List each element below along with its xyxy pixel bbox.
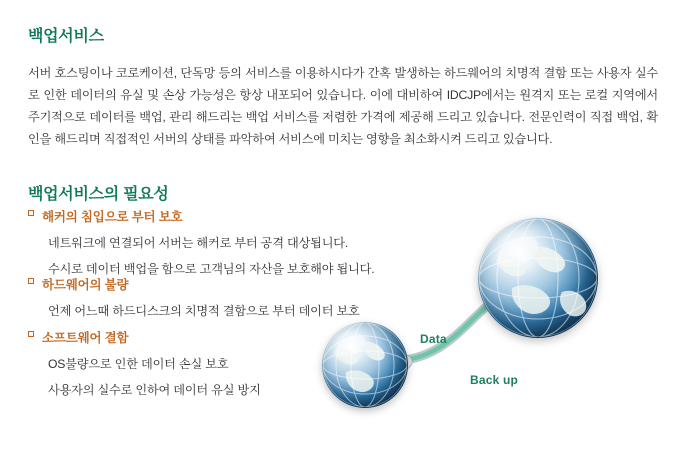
bullet-item bbox=[28, 328, 261, 398]
label-backup: Back up bbox=[470, 373, 519, 387]
bullet-title-text: 하드웨어의 불량 bbox=[42, 278, 129, 292]
bullet-line: OS불량으로 인한 데이터 손실 보호 bbox=[48, 357, 229, 371]
bullet-line: 사용자의 실수로 인하여 데이터 유실 방지 bbox=[48, 383, 261, 397]
page-title: 백업서비스 bbox=[28, 27, 104, 45]
label-data: Data bbox=[420, 332, 447, 346]
bullet-line: 네트워크에 연결되어 서버는 해커로 부터 공격 대상됩니다. bbox=[48, 236, 349, 250]
square-bullet-icon bbox=[28, 278, 34, 284]
section-title-necessity: 백업서비스의 필요성 bbox=[28, 186, 169, 204]
local-server-globe bbox=[322, 322, 408, 408]
square-bullet-icon bbox=[28, 210, 34, 216]
bullet-line: 언제 어느때 하드디스크의 치명적 결함으로 부터 데이터 보호 bbox=[48, 304, 360, 318]
bullet-line: 수시로 데이터 백업을 함으로 고객님의 자산을 보호해야 됩니다. bbox=[48, 262, 375, 276]
square-bullet-icon bbox=[28, 331, 34, 337]
globe-illustration bbox=[310, 210, 670, 420]
remote-server-globe bbox=[478, 218, 598, 338]
bullet-title-text: 소프트웨어 결함 bbox=[42, 331, 129, 345]
intro-paragraph: 서버 호스팅이나 코로케이션, 단독망 등의 서비스를 이용하시다가 간혹 발생하는 하드웨어의 치명적 결함 또는 사용자 실수로 인한 데이터의 유실 및 손상 가능성은 항상 내포되어 있습니다. 이에 대비하여 IDCJP에서는 원격지 또는 로컬 지역에서 주기적으로 데이터를 백업, 관리 해드리는 백업 서비스를 저렴한 가격에 제공해 드리고 있습니다. 전문인력이 직접 백업, 확인을 해드리며 직접적인 서버의 상태를 파악하여 서비스에 미치는 영향을 최소화시켜 드리고 있습니다. bbox=[28, 66, 658, 147]
bullet-title bbox=[28, 328, 261, 346]
bullet-title-text: 해커의 침입으로 부터 보호 bbox=[42, 210, 183, 224]
